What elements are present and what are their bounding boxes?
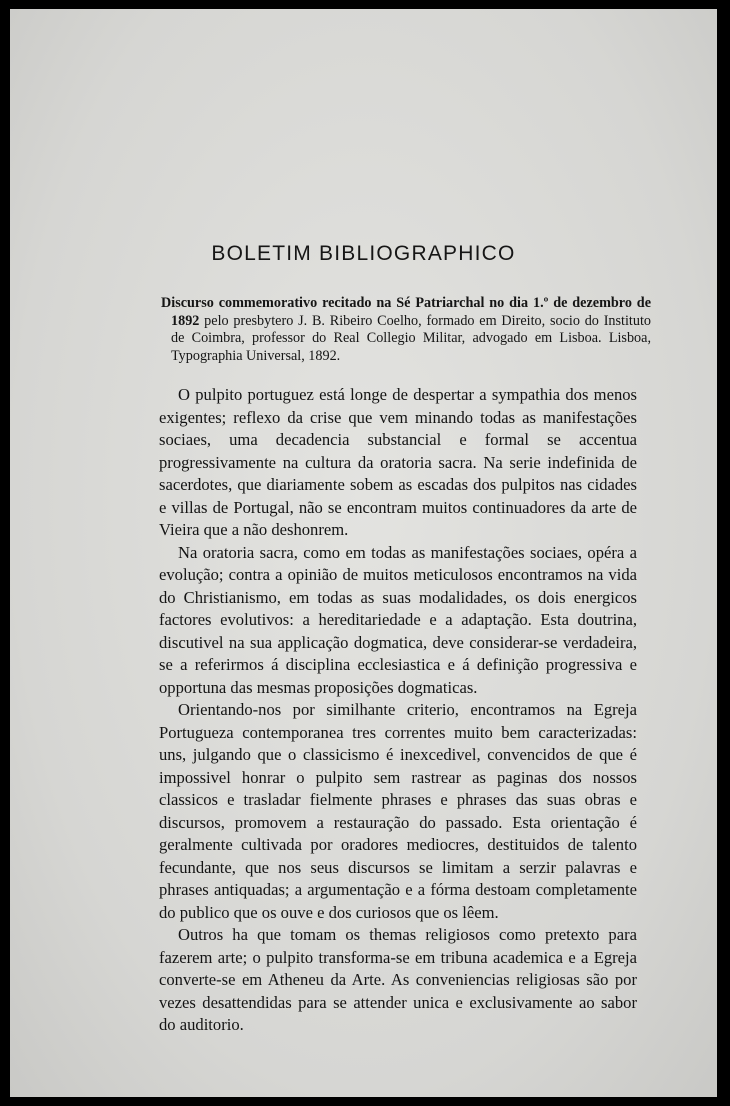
bibliographic-citation (161, 295, 651, 365)
paragraph-1: O pulpito portuguez está longe de despertar a sympathia dos menos exigentes; reflexo da crise que vem minando todas as manifestações sociaes, uma decadencia substancial e formal se accentua progressivamente na cultura da oratoria sacra. Na serie indefinida de sacerdotes, que diariamente sobem as escadas dos pulpitos nas cidades e villas de Portugal, não se encontram muitos continuadores da arte de Vieira que a não deshonrem. (159, 385, 637, 539)
section-heading: BOLETIM BIBLIOGRAPHICO (211, 242, 516, 265)
paragraph-4: Outros ha que tomam os themas religiosos como pretexto para fazerem arte; o pulpito transforma-se em tribuna academica e a Egreja converte-se em Atheneu da Arte. As conveniencias religiosas são por vezes desattendidas para se attender unica e exclusivamente ao sabor do auditorio. (159, 925, 637, 1034)
book-page (10, 9, 717, 1097)
paragraph-3: Orientando-nos por similhante criterio, encontramos na Egreja Portugueza contemporanea tres correntes muito bem caracterizadas: uns, julgando que o classicismo é inexcedivel, convencidos de que é impossivel honrar o pulpito sem rastrear as paginas dos nossos classicos e trasladar fielmente phrases e phrases das suas obras e discursos, promovem a restauração do passado. Esta orientação é geralmente cultivada por oradores mediocres, destituidos de talento fecundante, que nos seus discursos se limitam a serzir palavras e phrases antiquadas; a argumentação e a fórma destoam completamente do publico que os ouve e dos curiosos que os lêem. (159, 700, 637, 922)
citation-title: Discurso commemorativo recitado na Sé Patriarchal no dia 1.º de dezembro de 1892 (161, 295, 651, 329)
article-body (159, 384, 637, 1037)
paragraph-2: Na oratoria sacra, como em todas as manifestações sociaes, opéra a evolução; contra a opinião de muitos meticulosos encontramos na vida do Christianismo, em todas as suas modalidades, os dois energicos factores evolutivos: a hereditariedade e a adaptação. Esta doutrina, discutivel na sua applicação dogmatica, deve considerar-se verdadeira, se a referirmos á disciplina ecclesiastica e á definição progressiva e opportuna das mesmas proposições dogmaticas. (159, 542, 637, 697)
citation-details: pelo presbytero J. B. Ribeiro Coelho, formado em Direito, socio do Instituto de Coimbra, professor do Real Collegio Militar, advogado em Lisboa. Lisboa, Typographia Universal, 1892. (171, 312, 651, 364)
